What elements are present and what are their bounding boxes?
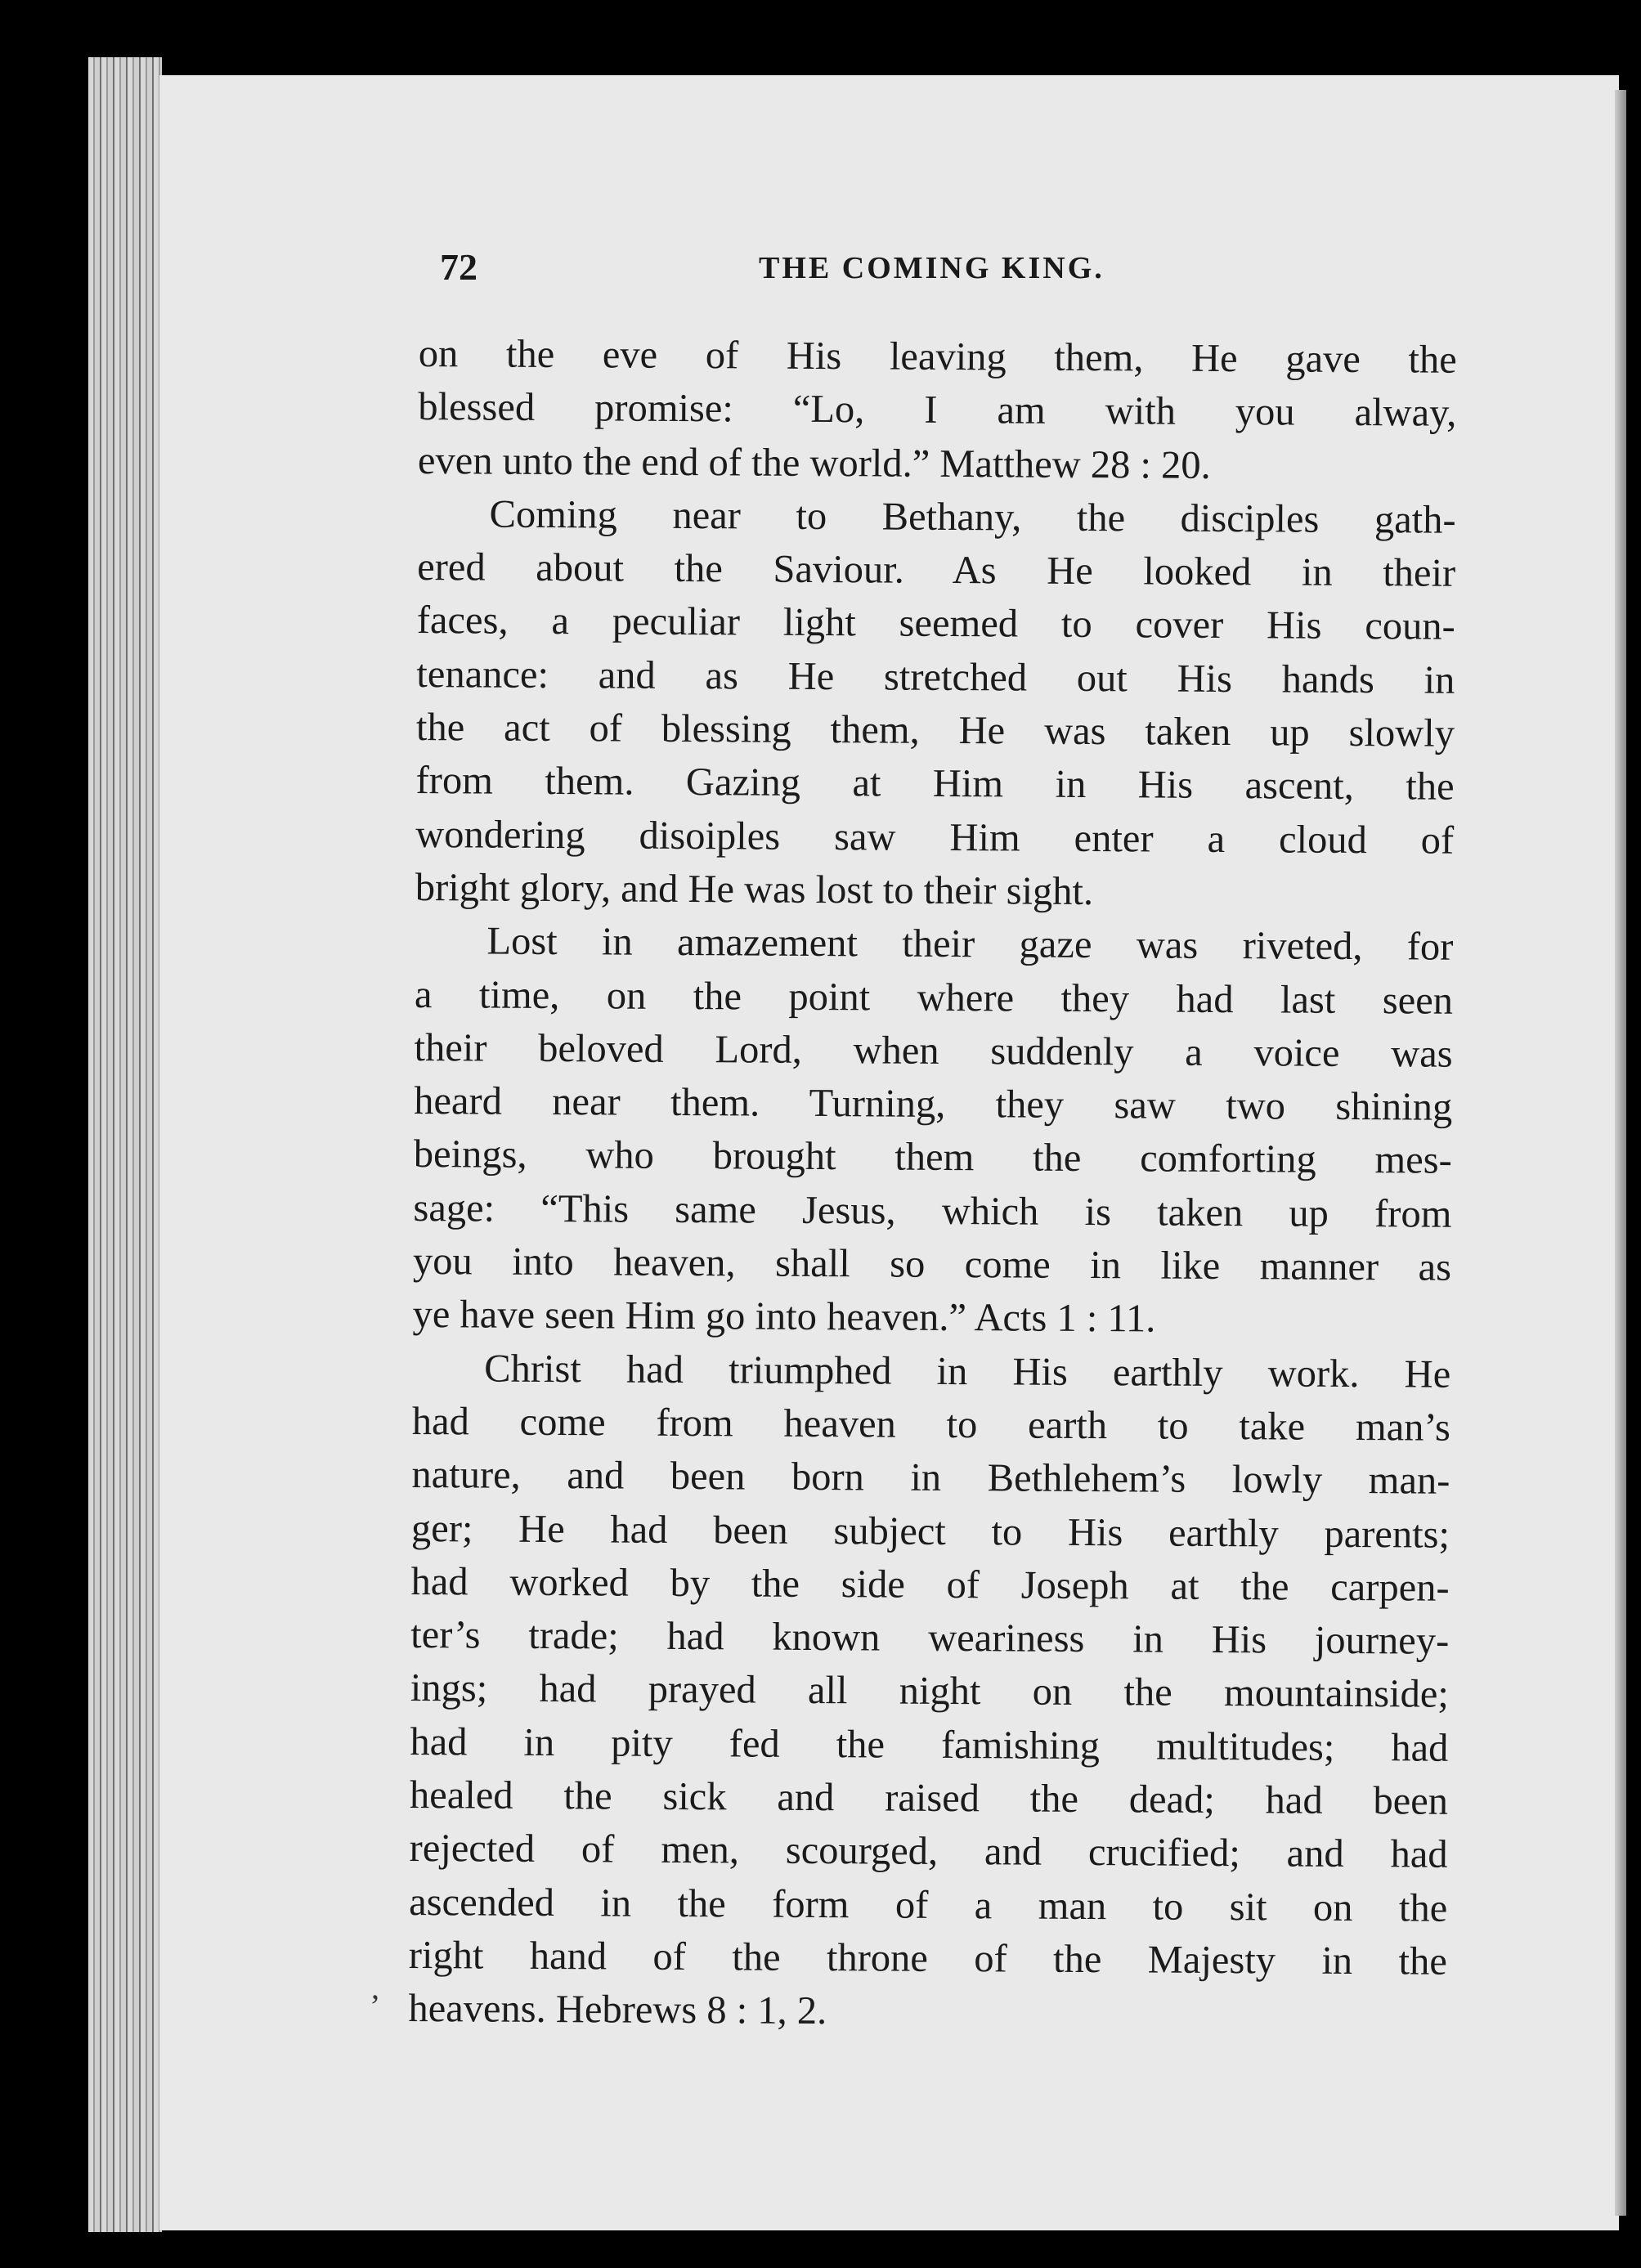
text-line: from them. Gazing at Him in His ascent, the bbox=[415, 759, 1455, 809]
book-binding bbox=[88, 57, 162, 2232]
text-line: Christ had triumphed in His earthly work. He bbox=[484, 1347, 1451, 1396]
text-line: Lost in amazement their gaze was riveted, for bbox=[486, 919, 1454, 970]
text-line: ascended in the form of a man to sit on the bbox=[409, 1880, 1448, 1930]
text-line: heavens. Hebrews 8 : 1, 2. bbox=[408, 1987, 827, 2033]
text-line: bright glory, and He was lost to their sight. bbox=[415, 865, 1094, 914]
text-line: had worked by the side of Joseph at the carpen- bbox=[410, 1559, 1450, 1610]
text-line: sage: “This same Jesus, which is taken up from bbox=[413, 1186, 1452, 1236]
page-number: 72 bbox=[440, 246, 478, 288]
text-line: a time, on the point where they had last seen bbox=[414, 972, 1454, 1023]
text-line: beings, who brought them the comforting mes- bbox=[413, 1132, 1452, 1183]
text-line: blessed promise: “Lo, I am with you alway, bbox=[418, 385, 1457, 436]
text-line: Coming near to Bethany, the disciples gath- bbox=[489, 492, 1456, 542]
text-line: rejected of men, scourged, and crucified; and had bbox=[409, 1827, 1448, 1877]
text-line: wondering disoiples saw Him enter a cloud of bbox=[415, 812, 1455, 863]
text-line: ger; He had been subject to His earthly parents; bbox=[410, 1506, 1450, 1557]
page-edge bbox=[1615, 90, 1626, 2216]
text-line: ered about the Saviour. As He looked in their bbox=[417, 545, 1456, 595]
text-line: healed the sick and raised the dead; had been bbox=[409, 1773, 1449, 1823]
text-line: even unto the end of the world.” Matthew 28 : 20. bbox=[417, 438, 1211, 487]
text-line: had come from heaven to earth to take man’s bbox=[411, 1399, 1450, 1450]
text-line: nature, and been born in Bethlehem’s lowly man- bbox=[411, 1453, 1450, 1503]
running-title: THE COMING KING. bbox=[759, 251, 1105, 285]
text-line: faces, a peculiar light seemed to cover His coun- bbox=[416, 598, 1455, 649]
text-line: ings; had prayed all night on the mountainside; bbox=[410, 1666, 1449, 1717]
text-line: right hand of the throne of the Majesty in the bbox=[408, 1933, 1447, 1983]
text-line: had in pity fed the famishing multitudes; had bbox=[410, 1719, 1449, 1770]
scan-mark: ’ bbox=[370, 1988, 381, 2024]
text-line: on the eve of His leaving them, He gave the bbox=[418, 331, 1457, 382]
text-line: heard near them. Turning, they saw two shining bbox=[414, 1079, 1453, 1129]
body-text bbox=[408, 327, 1457, 2042]
text-line: the act of blessing them, He was taken up slowly bbox=[415, 706, 1455, 755]
text-line: their beloved Lord, when suddenly a voice was bbox=[414, 1025, 1453, 1076]
text-line: ye have seen Him go into heaven.” Acts 1 : 11. bbox=[412, 1293, 1156, 1341]
text-line: ter’s trade; had known weariness in His journey- bbox=[410, 1613, 1450, 1663]
text-line: you into heaven, shall so come in like manner as bbox=[412, 1239, 1452, 1289]
page-header bbox=[440, 245, 1437, 294]
text-line: tenance: and as He stretched out His hands in bbox=[416, 652, 1455, 702]
